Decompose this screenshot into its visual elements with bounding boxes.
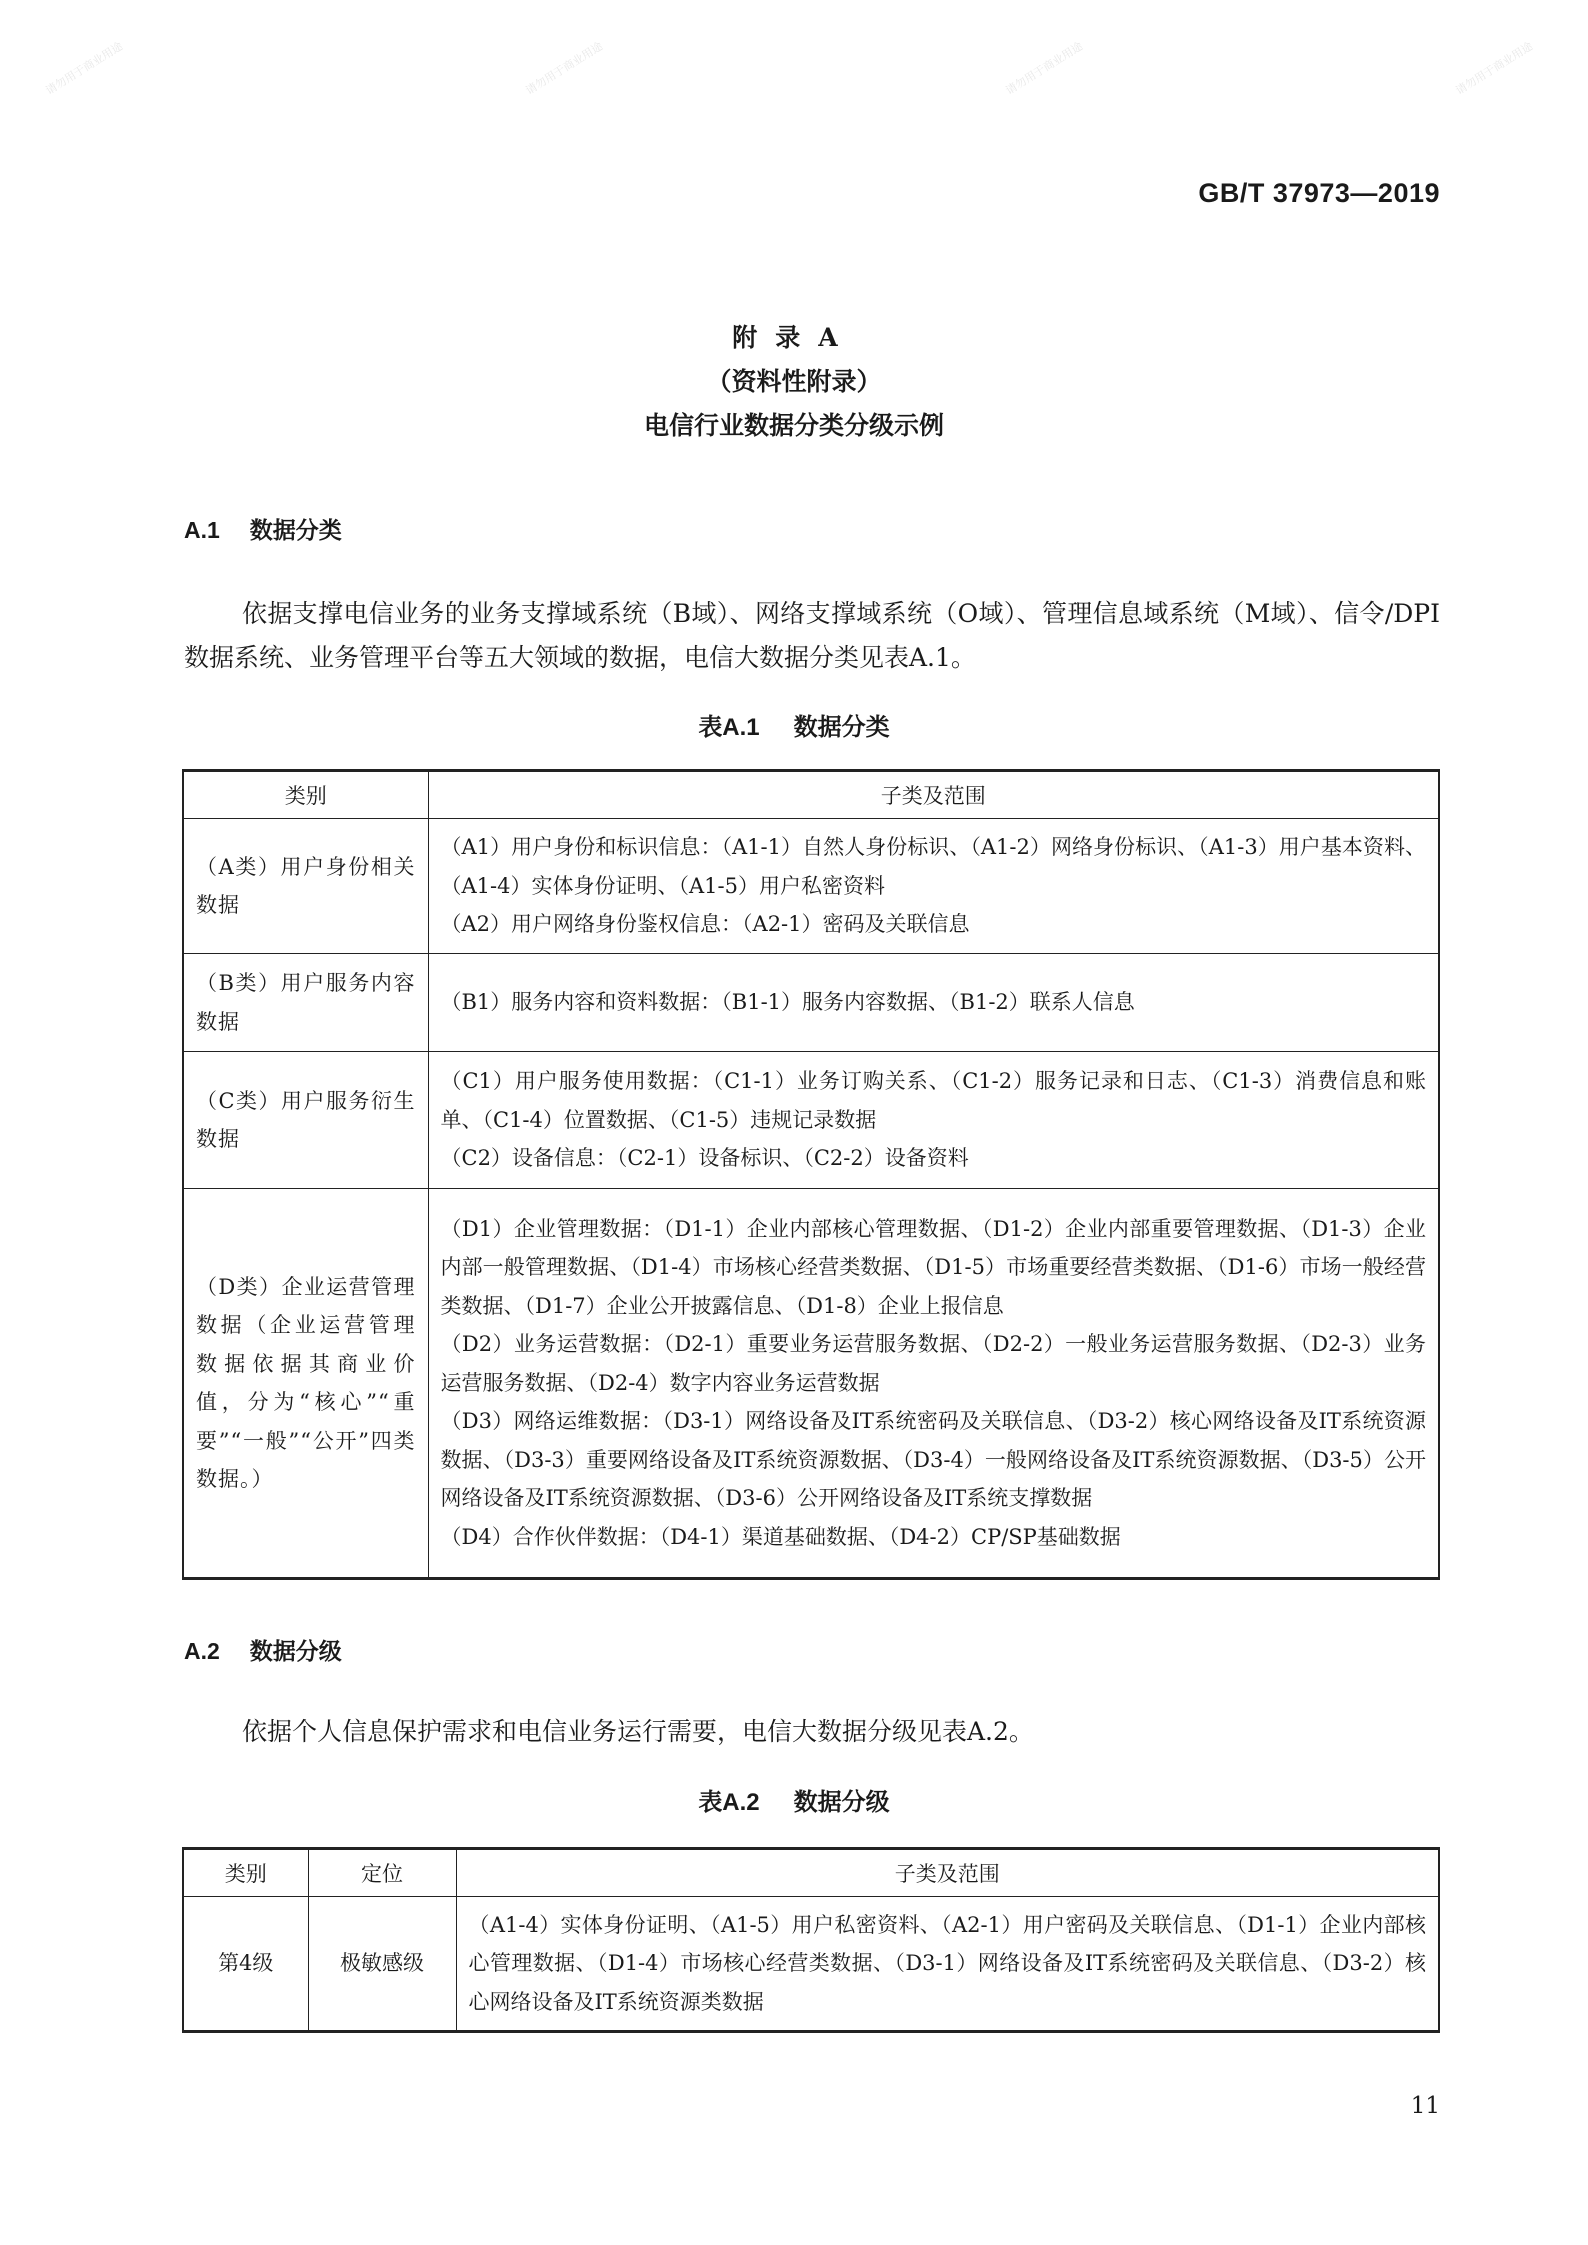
scope-cell: （A1-4）实体身份证明、（A1-5）用户私密资料、（A2-1）用户密码及关联信息、（D1-1）企业内部核心管理数据、（D1-4）市场核心经营类数据、（D3-1）网络设备及IT系统密码及关联信息、（D3-2）核心网络设备及IT系统资源类数据: [456, 1897, 1439, 2032]
table-row: [183, 1052, 1439, 1189]
scope-line: （A2）用户网络身份鉴权信息：（A2-1）密码及关联信息: [440, 912, 970, 937]
scope-line: （D2）业务运营数据：（D2-1）重要业务运营服务数据、（D2-2）一般业务运营服务数据、（D2-3）业务运营服务数据、（D2-4）数字内容业务运营数据: [440, 1332, 1426, 1395]
scope-line: （D1）企业管理数据：（D1-1）企业内部核心管理数据、（D1-2）企业内部重要管理数据、（D1-3）企业内部一般管理数据、（D1-4）市场核心经营类数据、（D1-5）市场重要经营类数据、（D1-6）市场一般经营类数据、（D1-7）企业公开披露信息、（D1-8）企业上报信息: [440, 1216, 1426, 1318]
standard-number: GB/T 37973—2019: [1198, 178, 1440, 208]
watermark: 请勿用于商业用途: [523, 39, 606, 98]
section-a1-paragraph: 依据支撑电信业务的业务支撑域系统（B域）、网络支撑域系统（O域）、管理信息域系统（M域）、信令/DPI数据系统、业务管理平台等五大领域的数据，电信大数据分类见表A.1。: [184, 599, 1440, 672]
table-a2-data-grading: [182, 1847, 1440, 2033]
scope-cell: [428, 954, 1439, 1052]
scope-line: （A1）用户身份和标识信息：（A1-1）自然人身份标识、（A1-2）网络身份标识、（A1-3）用户基本资料、（A1-4）实体身份证明、（A1-5）用户私密资料: [440, 835, 1426, 898]
scope-line: （D3）网络运维数据：（D3-1）网络设备及IT系统密码及关联信息、（D3-2）核心网络设备及IT系统资源数据、（D3-3）重要网络设备及IT系统资源数据、（D3-4）一般网络设备及IT系统资源数据、（D3-5）公开网络设备及IT系统资源数据、（D3-6）公开网络设备及IT系统支撑数据: [440, 1409, 1426, 1511]
table-a1-data-classification: [182, 769, 1440, 1580]
watermark: 请勿用于商业用途: [1453, 39, 1536, 98]
table-header-cell: 类别: [183, 771, 428, 819]
section-heading-a2: [184, 1633, 342, 1666]
scope-cell: [428, 1189, 1439, 1579]
category-cell: （B类）用户服务内容数据: [183, 954, 428, 1052]
category-cell: （D类）企业运营管理数据（企业运营管理数据依据其商业价值，分为“核心”“重要”“一般”“公开”四类数据。）: [183, 1189, 428, 1579]
table-row: [183, 1189, 1439, 1579]
table-header-row: [183, 771, 1439, 819]
table-row: [183, 819, 1439, 954]
table-title: 数据分类: [793, 712, 890, 741]
category-cell: （C类）用户服务衍生数据: [183, 1052, 428, 1189]
table-number: 表A.2: [698, 1789, 760, 1816]
scope-line: （C1）用户服务使用数据：（C1-1）业务订购关系、（C1-2）服务记录和日志、（C1-3）消费信息和账单、（C1-4）位置数据、（C1-5）违规记录数据: [440, 1069, 1426, 1132]
watermark: 请勿用于商业用途: [1003, 39, 1086, 98]
scope-cell: [428, 1052, 1439, 1189]
table-header-cell: 子类及范围: [428, 771, 1439, 819]
level-cell: 第4级: [183, 1897, 308, 2032]
table-row: [183, 1897, 1439, 2032]
annex-name: 电信行业数据分类分级示例: [643, 411, 944, 440]
section-heading-a1: [184, 512, 342, 545]
category-cell: （A类）用户身份相关数据: [183, 819, 428, 954]
table-header-cell: 类别: [183, 1849, 308, 1897]
section-number: A.1: [184, 517, 220, 543]
page-number: 11: [1410, 2093, 1440, 2119]
table-title: 数据分级: [793, 1787, 890, 1816]
section-title: 数据分类: [249, 517, 342, 544]
annex-type: （资料性附录）: [706, 367, 882, 396]
scope-line: （D4）合作伙伴数据：（D4-1）渠道基础数据、（D4-2）CP/SP基础数据: [440, 1524, 1121, 1549]
table-number: 表A.1: [698, 714, 760, 741]
section-number: A.2: [184, 1638, 220, 1664]
scope-cell: [428, 819, 1439, 954]
table-a2-caption: [0, 1782, 1588, 1817]
table-header-row: [183, 1849, 1439, 1897]
table-header-cell: 子类及范围: [456, 1849, 1439, 1897]
watermark: 请勿用于商业用途: [43, 39, 126, 98]
table-row: [183, 954, 1439, 1052]
scope-line: （B1）服务内容和资料数据：（B1-1）服务内容数据、（B1-2）联系人信息: [440, 990, 1135, 1015]
scope-line: （C2）设备信息：（C2-1）设备标识、（C2-2）设备资料: [440, 1146, 969, 1171]
section-a2-paragraph: 依据个人信息保护需求和电信业务运行需要，电信大数据分级见表A.2。: [242, 1717, 1034, 1746]
annex-title: 附录A: [732, 323, 856, 352]
section-title: 数据分级: [249, 1638, 342, 1665]
position-cell: 极敏感级: [308, 1897, 456, 2032]
table-a1-caption: [0, 707, 1588, 742]
table-header-cell: 定位: [308, 1849, 456, 1897]
